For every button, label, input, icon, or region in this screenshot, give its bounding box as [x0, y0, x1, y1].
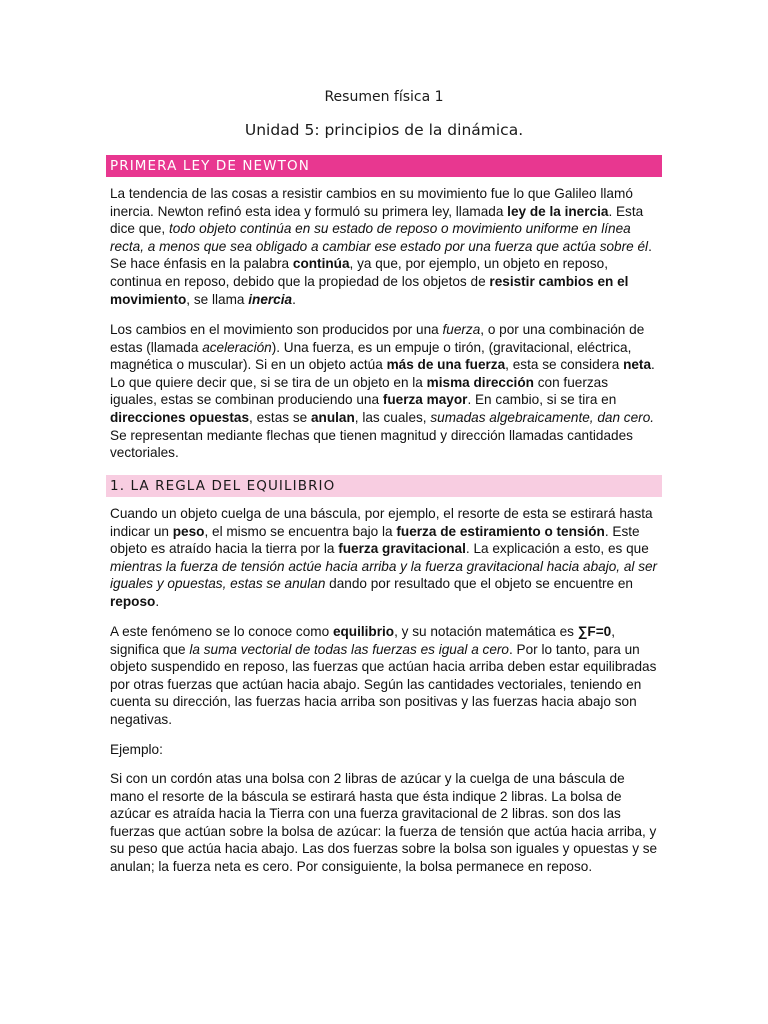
text-run: . Se hace énfasis en la palabra — [110, 238, 652, 272]
emphasis-text: continúa — [292, 256, 350, 272]
text-run: , el mismo se encuentra bajo la — [204, 523, 397, 539]
emphasis-text: equilibrio — [332, 624, 395, 639]
section-heading-primera-ley: PRIMERA LEY DE NEWTON — [106, 155, 662, 177]
text-run: . En cambio, si se tira en — [467, 392, 617, 408]
text-run: dando por resultado que el objeto se encuentre en — [325, 576, 633, 592]
emphasis-text: fuerza de estiramiento o tensión — [396, 523, 605, 539]
emphasis-text: inercia — [248, 291, 293, 307]
emphasis-text: neta — [623, 357, 652, 373]
paragraph — [110, 185, 658, 308]
emphasis-text: fuerza mayor — [382, 392, 468, 408]
text-run: , y su notación matemática es — [394, 624, 578, 639]
text-run: Cuando un objeto cuelga de una báscula, por ejemplo, el resorte de esta se estirará hasta indicar un — [110, 506, 653, 539]
emphasis-text: misma dirección — [426, 374, 534, 390]
emphasis-text: fuerza — [442, 322, 481, 337]
text-run: , o por una combinación de estas (llamada — [110, 322, 645, 355]
emphasis-text: ∑F=0 — [577, 624, 612, 639]
text-run: Si con un cordón atas una bolsa con 2 libras de azúcar y la cuelga de una báscula de mano el resorte de la báscula se estirará hasta que ésta indique 2 libras. La bolsa de azúcar es atraída hacia la Tierra con una fuerza gravitacional de 2 libras. son dos las fuerzas que actúan sobre la bolsa de azúcar: la fuerza de tensión que actúa hacia arriba, y su peso que actúa hacia abajo. Las dos fuerzas sobre la bolsa son iguales y opuestas y se anulan; la fuerza neta es cero. Por consiguiente, la bolsa permanece en reposo. — [110, 771, 658, 874]
emphasis-text: sumadas algebraicamente, dan cero. — [430, 409, 655, 425]
text-run: con fuerzas iguales, estas se combinan produciendo una — [110, 374, 609, 408]
text-run: . Este objeto es atraído hacia la tierra por la — [110, 523, 640, 557]
emphasis-text: fuerza gravitacional — [338, 541, 466, 557]
emphasis-text: peso — [172, 523, 205, 539]
paragraph — [110, 321, 658, 462]
emphasis-text: más de una fuerza — [386, 357, 506, 373]
text-run: A este fenómeno se lo conoce como — [110, 624, 333, 639]
text-run: Se representan mediante flechas que tienen magnitud y dirección llamadas cantidades vectoriales. — [110, 427, 633, 461]
paragraph — [110, 505, 658, 611]
text-run: , se llama — [186, 291, 249, 307]
emphasis-text: mientras la fuerza de tensión actúe hacia arriba y la fuerza gravitacional hacia abajo, al ser iguales y opuestas, estas se anulan — [110, 558, 658, 592]
text-run: . Esta dice que, — [110, 203, 644, 237]
text-run: . Lo que quiere decir que, si se tira de un objeto en la — [110, 357, 655, 390]
emphasis-text: reposo — [110, 593, 156, 609]
text-run: , significa que — [110, 624, 615, 657]
text-run: . La explicación a esto, es que — [465, 541, 649, 557]
text-run: ). Una fuerza, es un empuje o tirón, (gravitacional, eléctrica, magnética o muscular). Si en un objeto actúa — [110, 339, 632, 373]
emphasis-text: ley de la inercia — [507, 203, 609, 219]
emphasis-text: todo objeto continúa en su estado de reposo o movimiento uniforme en línea recta, a menos que sea obligado a cambiar ese estado por una fuerza que actúa sobre él — [110, 221, 649, 254]
document-subtitle: Unidad 5: principios de la dinámica. — [244, 121, 524, 139]
paragraph — [110, 770, 658, 876]
emphasis-text — [248, 292, 292, 307]
text-run: La tendencia de las cosas a resistir cambios en su movimiento fue lo que Galileo llamó inercia. Newton refinó esta idea y formuló su primera ley, llamada — [110, 186, 633, 219]
emphasis-text: aceleración — [202, 339, 272, 355]
text-run: , las cuales, — [354, 409, 431, 425]
text-run: . Por lo tanto, para un objeto suspendido en reposo, las fuerzas que actúan hacia arriba deben estar equilibradas por otras fuerzas que actúan hacia abajo. Según las cantidades vectoriales, teniendo en cuenta su dirección, las fuerzas hacia arriba son positivas y las fuerzas hacia abajo son negativas. — [110, 641, 657, 727]
paragraph — [110, 741, 658, 759]
text-run: . — [155, 593, 160, 609]
text-run: , estas se — [249, 409, 311, 425]
text-run: Los cambios en el movimiento son producidos por una — [110, 322, 443, 337]
emphasis-text: la suma vectorial de todas las fuerzas es igual a cero — [189, 641, 509, 657]
document-title: Resumen física 1 — [324, 89, 444, 105]
text-run: . — [292, 291, 296, 307]
paragraph — [110, 623, 658, 729]
section-heading-regla-equilibrio: 1. LA REGLA DEL EQUILIBRIO — [106, 475, 662, 497]
emphasis-text: anulan — [310, 409, 355, 425]
text-run: , ya que, por ejemplo, un objeto en reposo, continua en reposo, debido que la propiedad de los objetos de — [110, 256, 608, 289]
emphasis-text: resistir cambios en el movimiento — [110, 273, 629, 307]
text-run: Ejemplo: — [110, 742, 163, 757]
text-run: , esta se considera — [505, 357, 624, 373]
emphasis-text: direcciones opuestas — [110, 409, 250, 425]
